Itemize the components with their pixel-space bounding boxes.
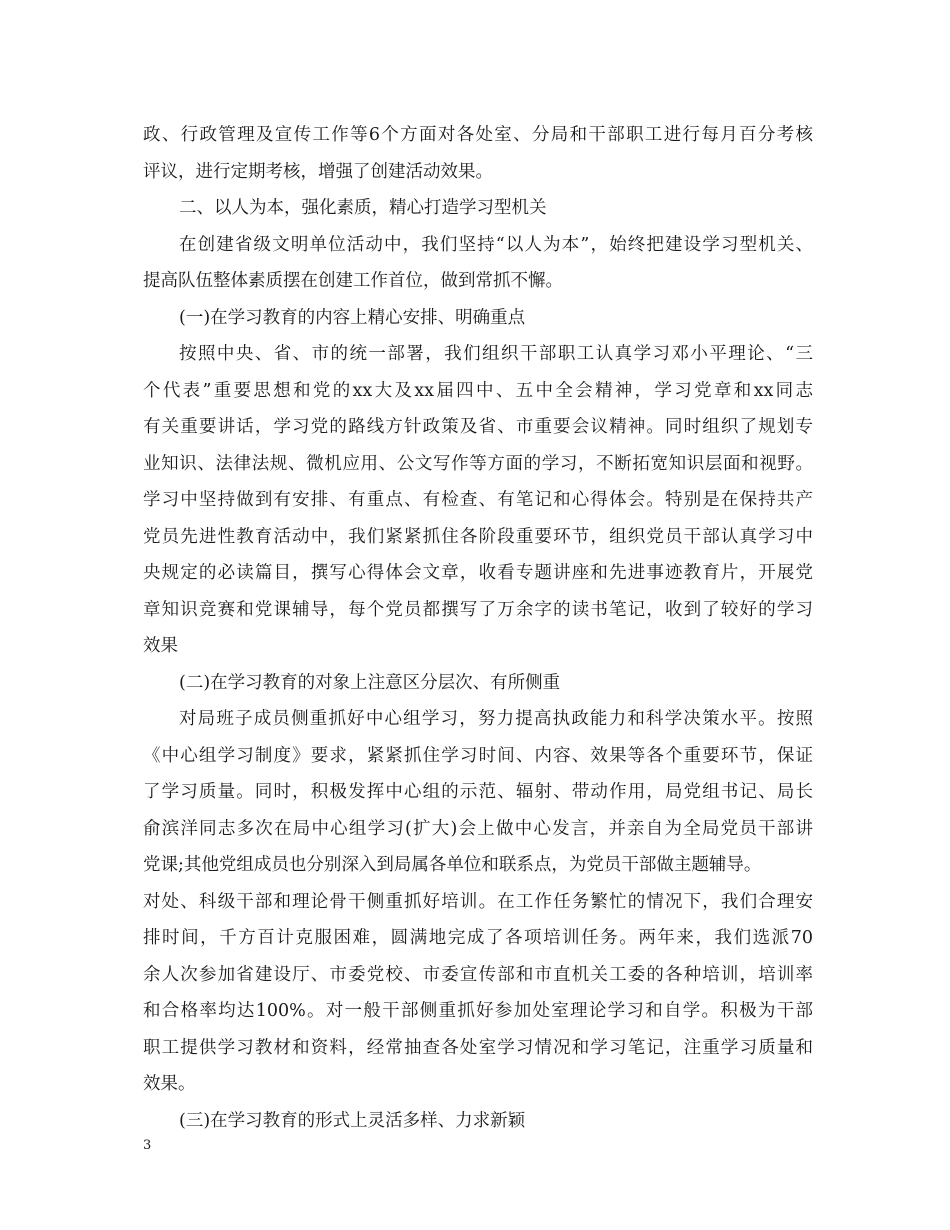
paragraph-line: 提高队伍整体素质摆在创建工作首位，做到常抓不懈。: [143, 271, 563, 291]
paragraph-line: 学习中坚持做到有安排、有重点、有检查、有笔记和心得体会。特别是在保持共产: [143, 490, 813, 510]
paragraph-line: 业知识、法律法规、微机应用、公文写作等方面的学习，不断拓宽知识层面和视野。: [143, 453, 813, 474]
paragraph-line: 了学习质量。同时，积极发挥中心组的示范、辐射、带动作用，局党组书记、局长: [143, 782, 813, 802]
paragraph-line-indented: (三)在学习教育的形式上灵活多样、力求新颖: [179, 1110, 526, 1131]
paragraph-line: 俞滨洋同志多次在局中心组学习(扩大)会上做中心发言，并亲自为全局党员干部讲: [143, 818, 813, 839]
paragraph-line: 评议，进行定期考核，增强了创建活动效果。: [143, 161, 493, 182]
paragraph-line-indented: 二、以人为本，强化素质，精心打造学习型机关: [179, 198, 547, 218]
paragraph-line: 对处、科级干部和理论骨干侧重抓好培训。在工作任务繁忙的情况下，我们合理安: [143, 891, 813, 912]
paragraph-line-indented: (二)在学习教育的对象上注意区分层次、有所侧重: [179, 672, 561, 693]
paragraph-line: 政、行政管理及宣传工作等6个方面对各处室、分局和干部职工进行每月百分考核: [143, 125, 813, 145]
paragraph-line: 党员先进性教育活动中，我们紧紧抓住各阶段重要环节，组织党员干部认真学习中: [143, 526, 813, 547]
paragraph-line: 有关重要讲话，学习党的路线方针政策及省、市重要会议精神。同时组织了规划专: [143, 417, 813, 437]
paragraph-line: 排时间，千方百计克服困难，圆满地完成了各项培训任务。两年来，我们选派70: [143, 928, 813, 948]
paragraph-line: 和合格率均达100%。对一般干部侧重抓好参加处室理论学习和自学。积极为干部: [143, 1001, 813, 1021]
paragraph-line: 个代表”重要思想和党的xx大及xx届四中、五中全会精神，学习党章和xx同志: [143, 380, 813, 401]
paragraph-line: 央规定的必读篇目，撰写心得体会文章，收看专题讲座和先进事迹教育片，开展党: [143, 563, 813, 583]
paragraph-line: 职工提供学习教材和资料，经常抽查各处室学习情况和学习笔记，注重学习质量和: [143, 1037, 813, 1058]
paragraph-line-indented: 按照中央、省、市的统一部署，我们组织干部职工认真学习邓小平理论、“三: [179, 344, 813, 364]
paragraph-line: 效果: [143, 636, 178, 656]
paragraph-line: 《中心组学习制度》要求，紧紧抓住学习时间、内容、效果等各个重要环节，保证: [143, 745, 813, 766]
paragraph-line: 效果。: [143, 1074, 196, 1094]
paragraph-line-indented: (一)在学习教育的内容上精心安排、明确重点: [179, 307, 526, 328]
paragraph-line: 章知识竞赛和党课辅导，每个党员都撰写了万余字的读书笔记，收到了较好的学习: [143, 599, 813, 620]
paragraph-line-indented: 对局班子成员侧重抓好中心组学习，努力提高执政能力和科学决策水平。按照: [179, 709, 813, 729]
paragraph-line: 党课;其他党组成员也分别深入到局属各单位和联系点，为党员干部做主题辅导。: [143, 855, 762, 875]
page-number: 3: [143, 1138, 152, 1153]
paragraph-line: 余人次参加省建设厅、市委党校、市委宣传部和市直机关工委的各种培训，培训率: [143, 964, 813, 985]
body-text: [143, 117, 813, 1139]
paragraph-line-indented: 在创建省级文明单位活动中，我们坚持“以人为本”，始终把建设学习型机关、: [179, 234, 813, 255]
